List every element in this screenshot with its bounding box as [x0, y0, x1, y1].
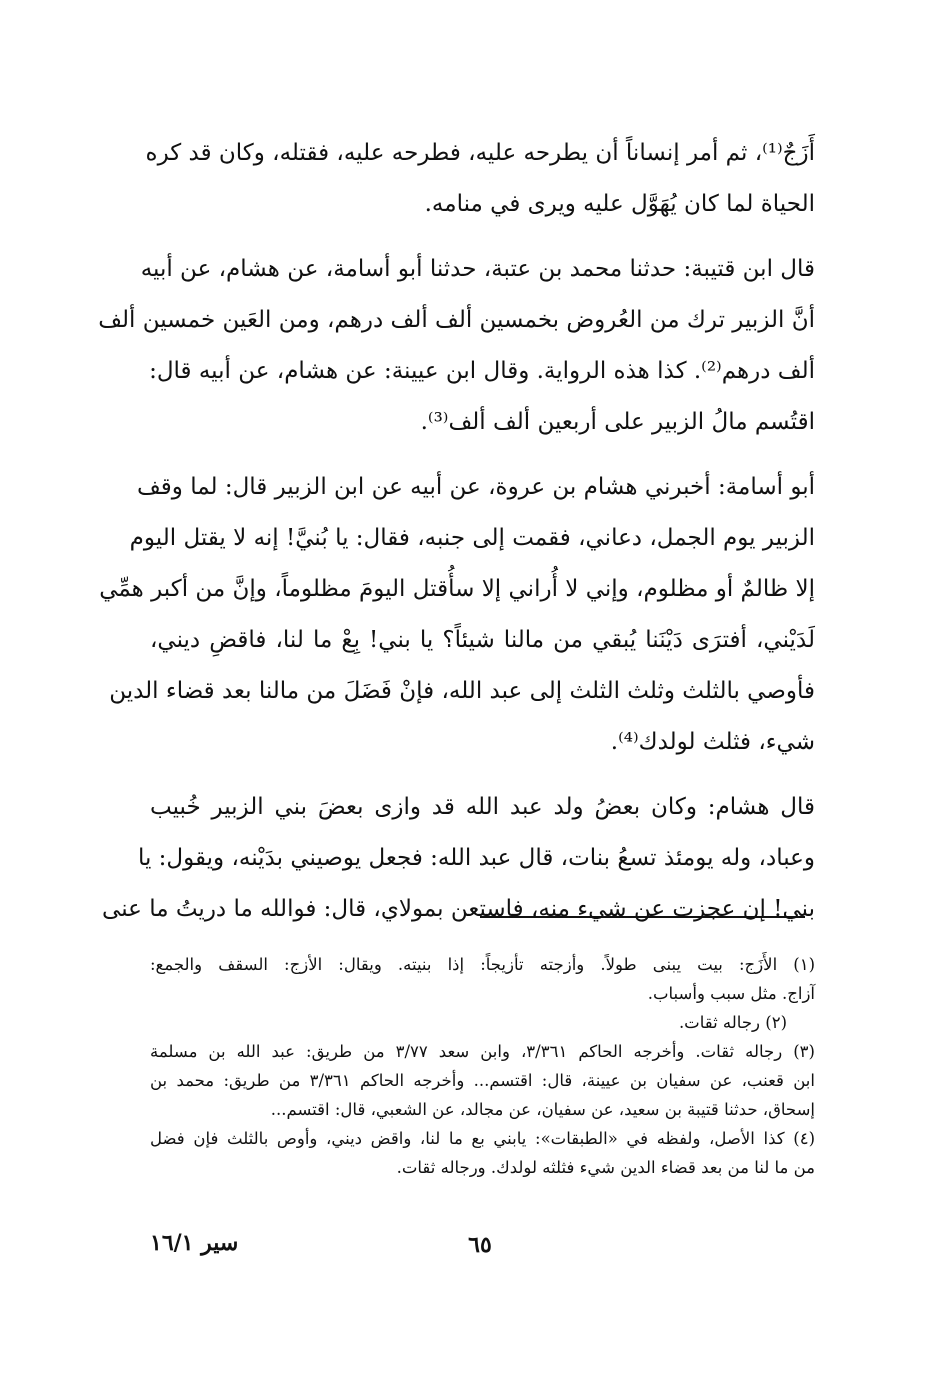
text-line: إلا ظالمٌ أو مظلوم، وإني لا أُراني إلا سأُقتل اليومَ مظلوماً، وإنَّ من أكبر همِّي [99, 576, 815, 602]
footnote-line: من ما لنا من بعد قضاء الدين شيء فثلثه لولدك. ورجاله ثقات. [396, 1158, 815, 1177]
text-line: أنَّ الزبير ترك من العُروض بخمسين ألف ألف درهم، ومن العَين خمسين ألف [98, 307, 815, 333]
volume-signature: سير ١٦/١ [150, 1230, 239, 1256]
text-line: قال هشام: وكان بعضُ ولد عبد الله قد وازى بعضَ بني الزبير خُبيب [150, 794, 815, 820]
text-line: الزبير يوم الجمل، دعاني، فقمت إلى جنبه، فقال: يا بُنيَّ! إنه لا يقتل اليوم [129, 525, 815, 551]
page-number: ٦٥ [468, 1232, 492, 1258]
paragraph [99, 462, 815, 768]
text-line: ألف درهم⁽²⁾. كذا هذه الرواية. وقال ابن عيينة: عن هشام، عن أبيه قال: [149, 358, 815, 384]
main-text [98, 128, 815, 949]
footnote-line: ابن قعنب، عن سفيان بن عيينة، قال: اقتسم... وأخرجه الحاكم ٣/٣٦١ من طريق: محمد بن [150, 1071, 815, 1090]
paragraph [102, 782, 815, 935]
footnote-4 [150, 1124, 815, 1182]
text-line: فأوصي بالثلث وثلث الثلث إلى عبد الله، فإنْ فَضَلَ من مالنا بعد قضاء الدين [109, 678, 815, 704]
footnote-line: (٣) رجاله ثقات. وأخرجه الحاكم ٣/٣٦١، وابن سعد ٣/٧٧ من طريق: عبد الله بن مسلمة [150, 1042, 815, 1061]
footnote-1 [150, 950, 815, 1008]
footnote-3 [150, 1037, 815, 1124]
text-line: اقتُسم مالُ الزبير على أربعين ألف ألف⁽³⁾. [420, 409, 815, 435]
text-line: لَدَيْني، أفترَى دَيْنَنا يُبقي من مالنا شيئاً؟ يا بني! بِعْ ما لنا، فاقضِ ديني، [150, 627, 815, 653]
text-line: شيء، فثلث لولدك⁽⁴⁾. [610, 729, 815, 755]
paragraph [98, 244, 815, 448]
text-line: بني! إن عجزت عن شيء منه، فاستعن بمولاي، قال: فوالله ما دريتُ ما عنى [102, 896, 815, 922]
text-line: وعباد، وله يومئذ تسعُ بنات، قال عبد الله: فجعل يوصيني بدَيْنه، ويقول: يا [137, 845, 815, 871]
text-line: أبو أسامة: أخبرني هشام بن عروة، عن أبيه عن ابن الزبير قال: لما وقف [136, 474, 815, 500]
footnote-line: (٢) رجاله ثقات. [678, 1013, 787, 1032]
footnotes [150, 950, 815, 1182]
text-line: أَزَجٌ⁽¹⁾، ثم أمر إنساناً أن يطرحه عليه، فطرحه عليه، فقتله، وكان قد كره [145, 140, 815, 166]
footnote-line: آزاج. مثل سبب وأسباب. [647, 984, 815, 1003]
footnote-2 [150, 1008, 815, 1037]
footnote-separator [480, 916, 805, 918]
paragraph [145, 128, 815, 230]
text-line: الحياة لما كان يُهَوَّل عليه ويرى في منامه. [424, 191, 815, 217]
footnote-line: (١) الأَزَج: بيت يبنى طولاً. وأزجته تأزيجاً: إذا بنيته. ويقال: الأزج: السقف والجمع: [150, 955, 815, 974]
text-line: قال ابن قتيبة: حدثنا محمد بن عتبة، حدثنا أبو أسامة، عن هشام، عن أبيه [140, 256, 815, 282]
footnote-line: إسحاق، حدثنا قتيبة بن سعيد، عن سفيان، عن مجالد، عن الشعبي، قال: اقتسم... [270, 1100, 815, 1119]
footnote-line: (٤) كذا الأصل، ولفظه في «الطبقات»: يابني بع ما لنا، واقض ديني، وأوص بالثلث فإن فضل [150, 1129, 815, 1148]
